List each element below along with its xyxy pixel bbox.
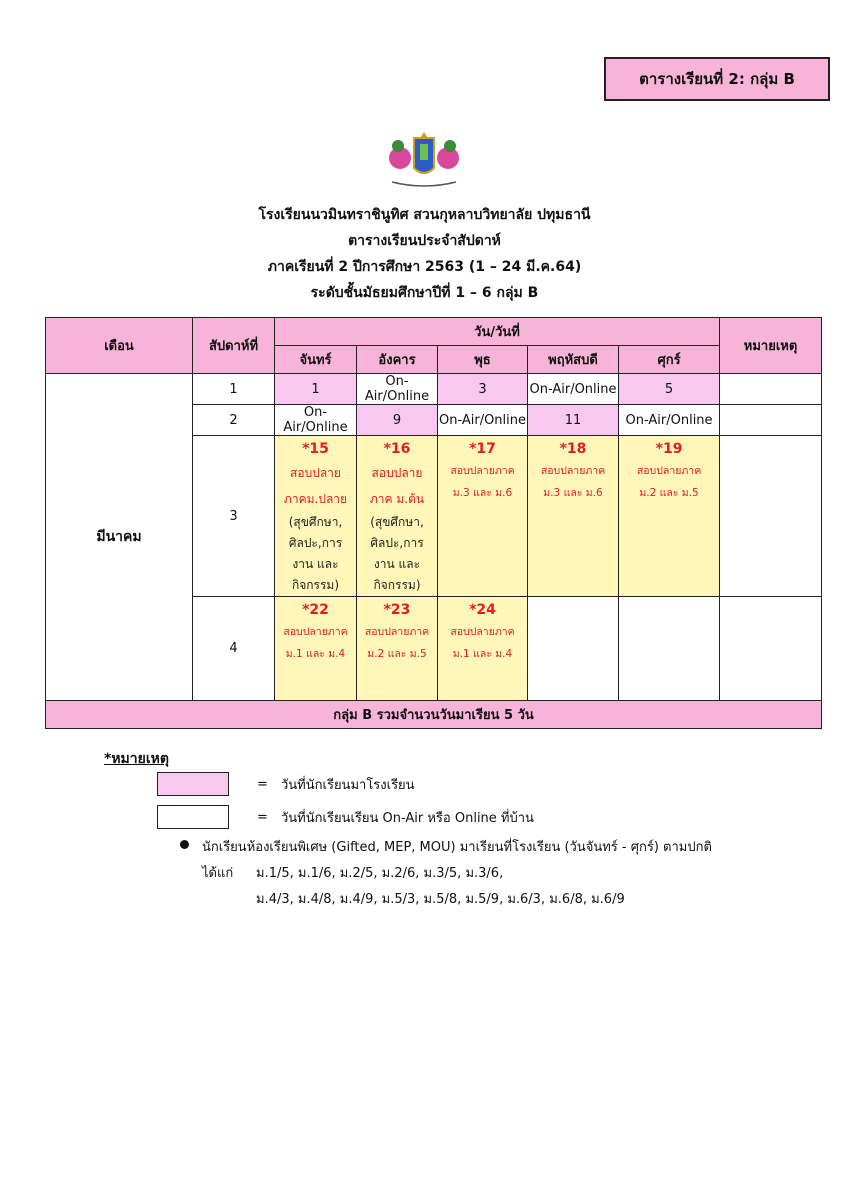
schedule-badge: ตารางเรียนที่ 2: กลุ่ม B — [604, 57, 830, 101]
exam-day-cell — [357, 436, 438, 597]
grade-level-line: ระดับชั้นมัธยมศึกษาปีที่ 1 – 6 กลุ่ม B — [310, 285, 539, 301]
exam-date: *17 — [469, 441, 496, 457]
exam-title: สอบปลายภาค — [450, 626, 515, 638]
exam-day-cell — [275, 436, 357, 597]
exam-date: *22 — [302, 602, 329, 618]
day-header-tue: อังคาร — [357, 346, 438, 374]
day-cell: 1 — [275, 374, 357, 405]
week-number: 3 — [193, 436, 275, 597]
exam-date: *23 — [383, 602, 411, 618]
legend-white-swatch — [157, 805, 229, 829]
exam-title: ม.3 และ ม.6 — [543, 487, 603, 499]
month-header: เดือน — [46, 318, 193, 374]
legend-white — [157, 805, 534, 829]
exam-date: *24 — [469, 602, 496, 618]
day-cell: On-Air/Online — [528, 374, 619, 405]
special-classes-prefix: ได้แก่ — [202, 866, 234, 881]
exam-day-cell — [619, 436, 720, 597]
exam-title: สอบปลายภาค — [283, 626, 348, 638]
exam-title: สอบปลายภาค — [364, 626, 430, 638]
week-number: 4 — [193, 597, 275, 701]
exam-title: ม.2 และ ม.5 — [639, 487, 699, 499]
table-footer-row — [46, 701, 822, 729]
exam-note: (สุขศึกษา, — [370, 515, 424, 529]
day-header-fri: ศุกร์ — [619, 346, 720, 374]
day-cell: On-Air/Online — [357, 374, 438, 405]
month-cell: มีนาคม — [46, 374, 193, 701]
day-cell: On-Air/Online — [438, 405, 528, 436]
exam-day-cell — [438, 597, 528, 701]
legend-equals: = — [257, 776, 268, 792]
legend-white-label: วันที่นักเรียนเรียน On-Air หรือ Online ที่บ้าน — [281, 810, 534, 826]
total-days-summary: กลุ่ม B รวมจำนวนวันมาเรียน 5 วัน — [46, 701, 822, 729]
exam-day-cell — [357, 597, 438, 701]
week-header: สัปดาห์ที่ — [193, 318, 275, 374]
remark-cell — [720, 597, 822, 701]
exam-title: ภาค ม.ต้น — [369, 492, 425, 506]
exam-note: กิจกรรม) — [373, 578, 421, 592]
special-classes-list: ม.4/3, ม.4/8, ม.4/9, ม.5/3, ม.5/8, ม.5/9, ม.6/3, ม.6/8, ม.6/9 — [256, 892, 625, 907]
week-number: 2 — [193, 405, 275, 436]
day-cell: 3 — [438, 374, 528, 405]
exam-note: งาน และ — [292, 557, 339, 571]
school-crest-logo — [384, 128, 464, 192]
remark-cell — [720, 374, 822, 405]
legend-equals: = — [257, 809, 268, 825]
exam-date: *18 — [559, 441, 587, 457]
day-cell: 9 — [357, 405, 438, 436]
day-cell — [528, 597, 619, 701]
remark-cell — [720, 436, 822, 597]
exam-note: ศิลปะ,การ — [370, 536, 424, 550]
day-cell: On-Air/Online — [619, 405, 720, 436]
day-cell: On-Air/Online — [275, 405, 357, 436]
exam-title: ม.1 และ ม.4 — [452, 648, 513, 660]
remark-cell — [720, 405, 822, 436]
day-cell — [619, 597, 720, 701]
school-name: โรงเรียนนวมินทราชินูทิศ สวนกุหลาบวิทยาลัย ปทุมธานี — [258, 207, 591, 223]
legend-pink — [157, 772, 415, 796]
exam-title: สอบปลายภาค — [540, 465, 606, 477]
special-classes-note: นักเรียนห้องเรียนพิเศษ (Gifted, MEP, MOU) มาเรียนที่โรงเรียน (วันจันทร์ - ศุกร์) ตามปกติ — [202, 840, 712, 855]
exam-day-cell — [528, 436, 619, 597]
exam-day-cell — [438, 436, 528, 597]
exam-day-cell — [275, 597, 357, 701]
exam-note: (สุขศึกษา, — [288, 515, 343, 529]
notes-title: *หมายเหตุ — [104, 751, 169, 767]
bullet-icon — [180, 840, 189, 849]
exam-title: ภาคม.ปลาย — [283, 492, 348, 506]
exam-note: ศิลปะ,การ — [288, 536, 343, 550]
week-number: 1 — [193, 374, 275, 405]
exam-title: ม.1 และ ม.4 — [285, 648, 346, 660]
exam-date: *16 — [383, 441, 411, 457]
day-cell: 5 — [619, 374, 720, 405]
day-header-mon: จันทร์ — [275, 346, 357, 374]
exam-title: สอบปลาย — [290, 466, 341, 480]
legend-pink-label: วันที่นักเรียนมาโรงเรียน — [281, 777, 415, 793]
exam-title: สอบปลายภาค — [636, 465, 702, 477]
exam-title: ม.2 และ ม.5 — [367, 648, 427, 660]
exam-note: กิจกรรม) — [291, 578, 340, 592]
schedule-table — [45, 317, 822, 729]
document-heading — [0, 202, 849, 306]
day-header-thu: พฤหัสบดี — [528, 346, 619, 374]
exam-date: *15 — [302, 441, 329, 457]
exam-title: ม.3 และ ม.6 — [452, 487, 513, 499]
legend-pink-swatch — [157, 772, 229, 796]
remark-header: หมายเหตุ — [720, 318, 822, 374]
days-group-header: วัน/วันที่ — [275, 318, 720, 346]
semester-line: ภาคเรียนที่ 2 ปีการศึกษา 2563 (1 – 24 มี.ค.64) — [267, 259, 582, 275]
special-classes-list: ม.1/5, ม.1/6, ม.2/5, ม.2/6, ม.3/5, ม.3/6, — [256, 866, 504, 881]
day-header-wed: พุธ — [438, 346, 528, 374]
exam-title: สอบปลาย — [371, 466, 423, 480]
exam-title: สอบปลายภาค — [450, 465, 515, 477]
exam-note: งาน และ — [373, 557, 421, 571]
exam-date: *19 — [655, 441, 683, 457]
schedule-title: ตารางเรียนประจำสัปดาห์ — [348, 233, 501, 249]
table-row — [46, 374, 822, 405]
day-cell: 11 — [528, 405, 619, 436]
